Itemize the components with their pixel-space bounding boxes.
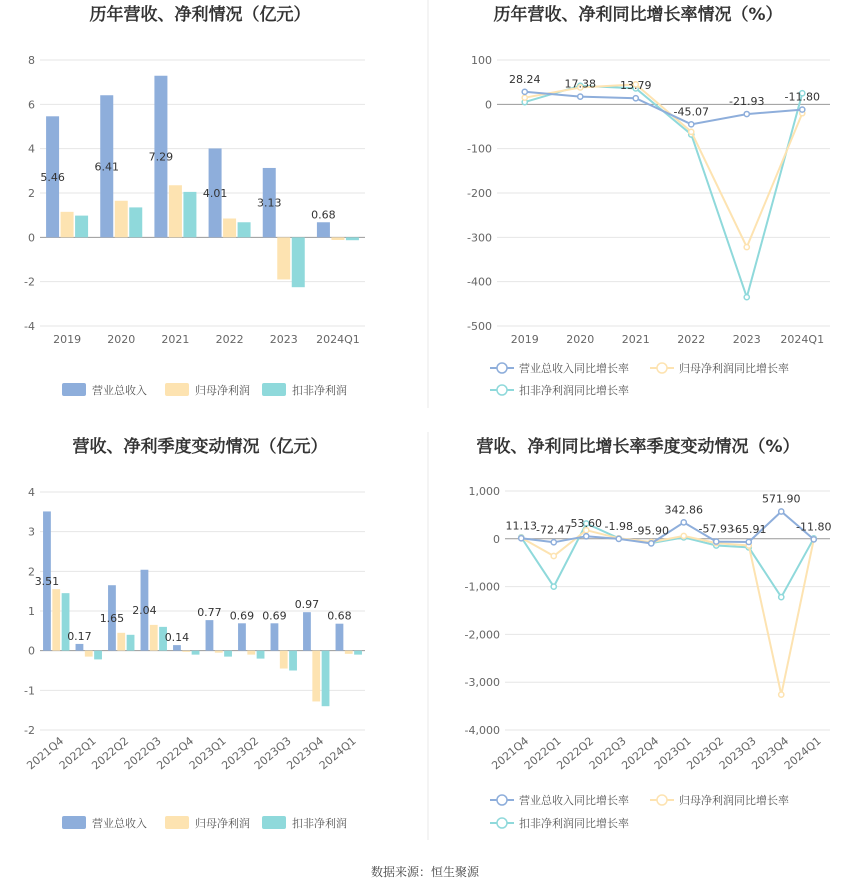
legend-marker	[657, 795, 667, 805]
legend-label: 扣非净利润同比增长率	[519, 384, 629, 397]
x-tick-label: 2024Q1	[316, 333, 360, 346]
legend-label: 营业总收入	[92, 384, 147, 397]
legend-swatch	[262, 816, 286, 829]
legend-swatch	[62, 816, 86, 829]
bar-net-profit	[85, 651, 93, 657]
y-tick-label: -2,000	[464, 628, 500, 642]
annual-growth-line-chart	[467, 4, 830, 397]
y-tick-label: -300	[467, 231, 492, 245]
bar-deducted-profit	[346, 237, 359, 240]
x-tick-label: 2021Q4	[489, 734, 532, 773]
data-point	[744, 295, 749, 300]
data-label: -1.98	[604, 519, 633, 533]
chart-title: 历年营收、净利同比增长率情况（%）	[493, 5, 783, 25]
legend-swatch	[62, 383, 86, 396]
bar-revenue	[206, 620, 214, 651]
x-tick-label: 2024Q1	[781, 734, 824, 773]
bar-deducted-profit	[75, 216, 88, 238]
data-point	[584, 534, 589, 539]
x-tick-label: 2022Q4	[154, 734, 197, 773]
data-label: -65.91	[731, 522, 767, 536]
x-tick-label: 2022Q3	[121, 734, 164, 773]
chart-title: 营收、净利同比增长率季度变动情况（%）	[476, 437, 800, 457]
bar-deducted-profit	[129, 207, 142, 237]
bar-revenue	[303, 612, 311, 650]
x-tick-label: 2023Q2	[684, 734, 727, 773]
data-label: 2.04	[132, 604, 157, 618]
y-tick-label: 0	[493, 532, 500, 546]
x-tick-label: 2022Q2	[554, 734, 597, 773]
data-label: 3.51	[34, 575, 60, 589]
bar-net-profit	[247, 651, 255, 655]
x-tick-label: 2021	[621, 333, 650, 346]
y-tick-label: -100	[467, 142, 492, 156]
data-label: 6.41	[94, 160, 119, 174]
data-label: 342.86	[664, 503, 703, 517]
legend-marker	[497, 363, 507, 373]
legend-swatch	[165, 383, 189, 396]
data-label: 571.90	[762, 492, 801, 506]
data-label: 5.46	[40, 170, 65, 184]
data-point	[779, 595, 784, 600]
data-label: 1.65	[99, 611, 125, 625]
bar-deducted-profit	[224, 651, 232, 657]
data-label: 0.17	[67, 629, 92, 643]
data-point	[551, 540, 556, 545]
y-tick-label: 8	[28, 54, 35, 67]
legend-marker	[657, 363, 667, 373]
bar-deducted-profit	[354, 651, 362, 655]
data-label: -72.47	[536, 523, 572, 537]
plot-area	[465, 485, 832, 772]
y-tick-label: -400	[467, 275, 492, 289]
bar-net-profit	[312, 651, 320, 702]
y-tick-label: -500	[467, 320, 492, 333]
series-line-net-profit	[525, 84, 803, 247]
data-label: -11.80	[784, 90, 820, 104]
bar-net-profit	[280, 651, 288, 669]
y-tick-label: 0	[28, 231, 35, 245]
legend-swatch	[165, 816, 189, 829]
data-point	[551, 584, 556, 589]
bar-net-profit	[215, 651, 223, 653]
data-point	[616, 536, 621, 541]
y-tick-label: -1	[24, 684, 35, 698]
y-tick-label: 100	[471, 54, 492, 67]
chart-legend	[490, 793, 789, 830]
y-tick-label: -2	[24, 724, 35, 737]
plot-area	[24, 54, 365, 346]
x-tick-label: 2020	[107, 333, 136, 346]
y-tick-label: -4	[24, 320, 35, 333]
x-tick-label: 2023Q4	[284, 734, 327, 773]
bar-net-profit	[150, 625, 158, 651]
bar-deducted-profit	[289, 651, 297, 671]
bar-revenue	[317, 222, 330, 237]
y-tick-label: -2	[24, 275, 35, 289]
x-tick-label: 2024Q1	[780, 333, 825, 346]
bar-revenue	[173, 645, 181, 651]
x-tick-label: 2019	[510, 333, 539, 346]
data-label: 0.69	[229, 609, 255, 623]
chart-title: 历年营收、净利情况（亿元）	[89, 5, 311, 25]
data-label: 17.38	[564, 77, 596, 91]
x-tick-label: 2022	[215, 333, 244, 346]
y-tick-label: 2	[28, 565, 35, 579]
bar-deducted-profit	[292, 237, 305, 287]
data-label: 3.13	[257, 196, 282, 210]
chart-legend	[62, 383, 347, 397]
bar-revenue	[238, 623, 246, 650]
data-label: 4.01	[202, 186, 228, 200]
data-point	[578, 94, 583, 99]
data-label: 0.14	[164, 631, 190, 645]
data-label: 0.68	[311, 208, 336, 222]
data-point	[519, 536, 524, 541]
data-point	[779, 509, 784, 514]
y-tick-label: -1,000	[464, 580, 500, 594]
data-label: 0.97	[294, 598, 320, 612]
data-label: 7.29	[148, 150, 174, 164]
series-line-net-profit	[521, 530, 814, 694]
x-tick-label: 2022Q1	[56, 734, 99, 773]
data-point	[811, 537, 816, 542]
x-tick-label: 2022Q1	[521, 734, 564, 773]
quarterly-growth-line-chart	[465, 436, 832, 830]
data-point	[689, 122, 694, 127]
legend-label: 营业总收入同比增长率	[519, 794, 629, 807]
y-tick-label: 2	[28, 187, 35, 200]
data-label: -95.90	[633, 524, 669, 538]
legend-swatch	[262, 383, 286, 396]
data-point	[744, 244, 749, 249]
x-tick-label: 2023Q2	[219, 734, 262, 773]
data-label: 13.79	[620, 79, 652, 93]
bar-net-profit	[115, 201, 128, 238]
y-tick-label: 4	[28, 486, 35, 499]
y-tick-label: 6	[28, 98, 35, 112]
y-tick-label: 0	[485, 98, 492, 112]
x-tick-label: 2020	[566, 333, 595, 346]
data-point	[800, 107, 805, 112]
bar-net-profit	[331, 237, 344, 240]
bar-net-profit	[223, 218, 236, 237]
bar-revenue	[271, 623, 279, 650]
data-point	[681, 520, 686, 525]
legend-label: 营业总收入同比增长率	[519, 362, 629, 375]
legend-label: 扣非净利润同比增长率	[519, 817, 629, 830]
y-tick-label: 1,000	[468, 485, 500, 498]
x-tick-label: 2022	[677, 333, 706, 346]
legend-marker	[497, 385, 507, 395]
quarterly-bar-chart	[24, 436, 365, 830]
y-tick-label: 3	[28, 525, 35, 539]
bar-deducted-profit	[322, 651, 330, 707]
legend-label: 归母净利润同比增长率	[679, 362, 789, 375]
data-label: -21.93	[729, 95, 765, 109]
legend-marker	[497, 795, 507, 805]
bar-deducted-profit	[183, 192, 196, 237]
y-tick-label: -3,000	[464, 676, 500, 690]
x-tick-label: 2022Q2	[89, 734, 132, 773]
chart-legend	[490, 361, 789, 397]
bar-net-profit	[117, 633, 125, 651]
y-tick-label: -200	[467, 187, 492, 200]
bar-revenue	[76, 644, 84, 651]
legend-label: 营业总收入	[92, 817, 147, 830]
bar-net-profit	[277, 237, 290, 279]
data-point	[522, 89, 527, 94]
legend-label: 归母净利润	[195, 817, 250, 830]
y-tick-label: 0	[28, 644, 35, 658]
x-tick-label: 2023	[269, 333, 298, 346]
data-point	[681, 533, 686, 538]
x-tick-label: 2022Q3	[586, 734, 629, 773]
data-label: 11.13	[505, 519, 537, 533]
legend-label: 归母净利润同比增长率	[679, 794, 789, 807]
legend-label: 归母净利润	[195, 384, 250, 397]
y-tick-label: -4,000	[464, 724, 500, 737]
x-tick-label: 2022Q4	[619, 734, 662, 773]
bar-net-profit	[52, 589, 60, 650]
annual-bar-chart	[24, 4, 365, 397]
x-tick-label: 2024Q1	[316, 734, 359, 773]
x-tick-label: 2023Q3	[251, 734, 294, 773]
bar-revenue	[336, 624, 344, 651]
data-point	[779, 692, 784, 697]
chart-legend	[62, 816, 347, 830]
bar-deducted-profit	[257, 651, 265, 659]
plot-area	[467, 54, 830, 346]
plot-area	[24, 486, 365, 772]
bar-deducted-profit	[94, 651, 102, 660]
bar-deducted-profit	[238, 222, 251, 237]
y-tick-label: 1	[28, 605, 35, 618]
chart-title: 营收、净利季度变动情况（亿元）	[72, 437, 328, 457]
bar-net-profit	[182, 651, 190, 652]
legend-label: 扣非净利润	[292, 817, 347, 830]
data-label: -11.80	[796, 520, 832, 534]
data-point	[689, 129, 694, 134]
data-point	[522, 95, 527, 100]
x-tick-label: 2023Q4	[749, 734, 792, 773]
data-label: 0.68	[327, 609, 352, 623]
data-label: 28.24	[509, 72, 541, 86]
bar-net-profit	[61, 212, 74, 237]
bar-net-profit	[169, 185, 182, 237]
data-label: 53.60	[570, 517, 602, 531]
x-tick-label: 2021	[161, 333, 190, 346]
y-tick-label: 4	[28, 142, 35, 156]
data-point	[714, 539, 719, 544]
data-point	[744, 111, 749, 116]
data-label: -45.07	[673, 105, 709, 119]
data-source-note: 数据来源：恒生聚源	[370, 865, 480, 879]
data-point	[633, 96, 638, 101]
x-tick-label: 2021Q4	[24, 734, 67, 773]
legend-label: 扣非净利润	[292, 384, 347, 397]
x-tick-label: 2023	[732, 333, 761, 346]
data-point	[649, 541, 654, 546]
x-tick-label: 2023Q1	[651, 734, 694, 773]
bar-deducted-profit	[127, 635, 135, 651]
data-label: -57.93	[698, 522, 734, 536]
data-label: 0.69	[262, 609, 287, 623]
x-tick-label: 2023Q3	[716, 734, 759, 773]
bar-net-profit	[345, 651, 353, 654]
x-tick-label: 2019	[53, 333, 82, 346]
bar-deducted-profit	[192, 651, 200, 655]
data-point	[551, 553, 556, 558]
x-tick-label: 2023Q1	[186, 734, 229, 773]
data-point	[746, 539, 751, 544]
legend-marker	[497, 818, 507, 828]
data-label: 0.77	[197, 606, 222, 620]
series-line-deducted-profit	[525, 86, 803, 298]
